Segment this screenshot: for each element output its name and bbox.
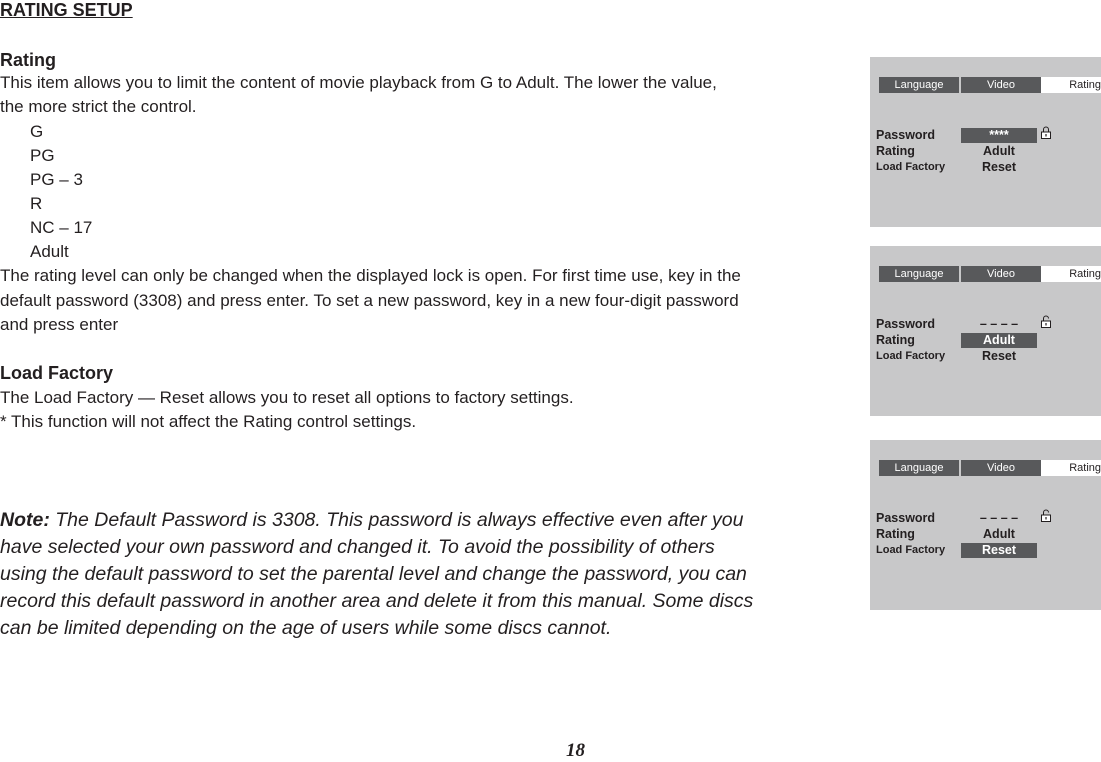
rating-value[interactable]: Adult	[983, 527, 1015, 541]
rating-desc-line-1: This item allows you to limit the content of movie playback from G to Adult. The lower the value,	[0, 73, 717, 92]
rating-value[interactable]: Adult	[983, 144, 1015, 158]
load-factory-heading: Load Factory	[0, 363, 114, 383]
rating-label: Rating	[876, 144, 915, 158]
rating-note-line-2: default password (3308) and press enter. To set a new password, key in a new four-digit password	[0, 291, 739, 310]
load-factory-value[interactable]: Reset	[981, 160, 1017, 174]
rating-level-item: G	[30, 122, 44, 141]
osd-panel-rating	[870, 246, 1101, 416]
rating-value[interactable]: Adult	[961, 333, 1037, 348]
section-title: RATING SETUP	[0, 0, 133, 20]
load-factory-label: Load Factory	[876, 544, 946, 556]
tab-language[interactable]: Language	[879, 77, 959, 93]
load-factory-value[interactable]: Reset	[961, 543, 1037, 558]
load-factory-value[interactable]: Reset	[981, 349, 1017, 363]
password-field[interactable]: – – – –	[979, 511, 1019, 525]
note-line-1	[0, 507, 744, 534]
password-label: Password	[876, 317, 936, 331]
tab-language[interactable]: Language	[879, 460, 959, 476]
password-field[interactable]: ****	[961, 128, 1037, 143]
load-factory-desc-line-2: * This function will not affect the Rating control settings.	[0, 412, 417, 431]
rating-level-item: NC – 17	[30, 218, 93, 237]
note-label: Note:	[0, 509, 50, 531]
password-label: Password	[876, 128, 936, 142]
rating-level-item: Adult	[30, 242, 69, 261]
load-factory-desc-line-1: The Load Factory — Reset allows you to reset all options to factory settings.	[0, 388, 574, 407]
rating-heading: Rating	[0, 50, 56, 70]
tab-rating[interactable]: Rating	[1041, 266, 1101, 282]
load-factory-label: Load Factory	[876, 161, 946, 173]
note-text: The Default Password is 3308. This password is always effective even after you	[49, 509, 744, 531]
rating-note-line-1: The rating level can only be changed when the displayed lock is open. For first time use, key in the	[0, 266, 741, 285]
password-field[interactable]: – – – –	[979, 317, 1019, 331]
tab-language[interactable]: Language	[879, 266, 959, 282]
rating-label: Rating	[876, 527, 915, 541]
rating-note-line-3: and press enter	[0, 315, 119, 334]
osd-panel-password	[870, 57, 1101, 227]
tab-video[interactable]: Video	[961, 266, 1041, 282]
lock-icon	[1041, 126, 1051, 139]
page-number: 18	[566, 740, 585, 761]
tab-rating[interactable]: Rating	[1041, 77, 1101, 93]
rating-desc-line-2: the more strict the control.	[0, 97, 197, 116]
tab-video[interactable]: Video	[961, 77, 1041, 93]
unlock-icon	[1041, 509, 1051, 522]
note-line-3: using the default password to set the parental level and change the password, you can	[0, 563, 747, 585]
rating-level-item: R	[30, 194, 43, 213]
note-line-2: have selected your own password and changed it. To avoid the possibility of others	[0, 536, 715, 558]
password-label: Password	[876, 511, 936, 525]
rating-level-item: PG	[30, 146, 55, 165]
note-line-5: can be limited depending on the age of users while some discs cannot.	[0, 617, 612, 639]
load-factory-label: Load Factory	[876, 350, 946, 362]
rating-label: Rating	[876, 333, 915, 347]
unlock-icon	[1041, 315, 1051, 328]
note-line-4: record this default password in another area and delete it from this manual. Some discs	[0, 590, 754, 612]
osd-panel-load-factory	[870, 440, 1101, 610]
rating-level-item: PG – 3	[30, 170, 83, 189]
tab-rating[interactable]: Rating	[1041, 460, 1101, 476]
tab-video[interactable]: Video	[961, 460, 1041, 476]
